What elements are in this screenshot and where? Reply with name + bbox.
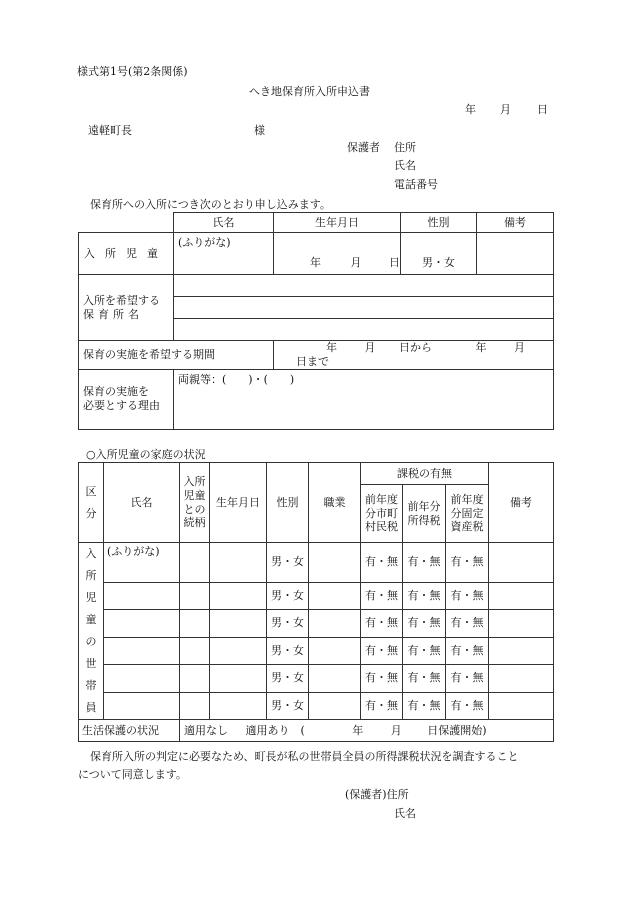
member-relation-field[interactable] xyxy=(180,582,210,609)
welfare-applied[interactable]: 適用あり ( xyxy=(245,723,305,737)
tax-income-line2: 所得税 xyxy=(407,513,441,527)
date-month: 月 xyxy=(500,103,511,116)
member-tax-income[interactable]: 有・無 xyxy=(403,692,446,720)
col-header-sex: 性別 xyxy=(267,463,309,543)
consent-name-label: 氏名 xyxy=(394,807,416,820)
furigana-label: (ふりがな) xyxy=(178,236,231,249)
household-member-row xyxy=(79,543,554,583)
member-remarks-field[interactable] xyxy=(489,665,554,692)
member-sex-field[interactable]: 男・女 xyxy=(267,543,309,583)
member-label-char: 入 xyxy=(85,547,97,560)
tax-municipal-line2: 分市町 xyxy=(365,506,398,520)
guardian-label: 保護者 xyxy=(347,141,380,154)
member-tax-income[interactable]: 有・無 xyxy=(403,637,446,664)
consent-line1: 保育所入所の判定に必要なため、町長が私の世帯員全員の所得課税状況を調査すること xyxy=(90,750,519,763)
child-name-field[interactable] xyxy=(174,233,274,275)
addressee: 遠軽町長 xyxy=(88,124,132,137)
welfare-none[interactable]: 適用なし xyxy=(184,723,228,737)
birth-day: 日 xyxy=(389,256,400,270)
member-label-char: の xyxy=(85,635,97,648)
household-table xyxy=(78,462,554,742)
form-number: 様式第1号(第2条関係) xyxy=(77,65,188,78)
member-job-field[interactable] xyxy=(309,637,361,664)
member-remarks-field[interactable] xyxy=(489,610,554,637)
reason-parents: 両親等：( )・( ) xyxy=(178,372,295,386)
child-sex-field[interactable]: 男・女 xyxy=(401,233,477,275)
consent-line2: について同意します。 xyxy=(78,768,187,781)
nursery-choice-1[interactable] xyxy=(174,275,554,297)
col-header-name: 氏名 xyxy=(104,463,180,543)
member-tax-income[interactable]: 有・無 xyxy=(403,610,446,637)
date-day: 日 xyxy=(537,103,548,116)
tax-property-line3: 資産税 xyxy=(450,520,484,534)
household-member-row xyxy=(79,692,554,720)
welfare-year: 年 xyxy=(352,723,364,737)
row-label-members xyxy=(79,543,104,720)
member-tax-property[interactable]: 有・無 xyxy=(446,692,489,720)
member-birth-field[interactable] xyxy=(210,543,267,583)
col-header-name: 氏名 xyxy=(174,213,274,233)
member-label-char: 児 xyxy=(85,591,97,604)
member-label-char: 童 xyxy=(85,613,97,626)
col-header-tax: 課税の有無 xyxy=(361,463,489,485)
relation-line-1: 入所 xyxy=(183,475,206,488)
application-table xyxy=(78,212,554,430)
col-header-tax-income xyxy=(403,485,446,543)
birth-month: 月 xyxy=(350,256,362,270)
col-header-birth: 生年月日 xyxy=(274,213,401,233)
nursery-choice-2[interactable] xyxy=(174,297,554,319)
welfare-month: 月 xyxy=(390,723,402,737)
member-relation-field[interactable] xyxy=(180,665,210,692)
member-name-field[interactable] xyxy=(104,692,180,720)
member-relation-field[interactable] xyxy=(180,610,210,637)
child-birth-field[interactable] xyxy=(274,233,401,275)
child-remarks-field[interactable] xyxy=(477,233,554,275)
household-member-row xyxy=(79,582,554,609)
member-name-field[interactable] xyxy=(104,665,180,692)
member-tax-municipal[interactable]: 有・無 xyxy=(361,543,403,583)
welfare-label: 生活保護の状況 xyxy=(79,720,180,742)
member-sex-field[interactable]: 男・女 xyxy=(267,610,309,637)
member-tax-property[interactable]: 有・無 xyxy=(446,610,489,637)
row-label-child: 入所児童 xyxy=(79,233,174,275)
col-header-sex: 性別 xyxy=(401,213,477,233)
col-header-remarks: 備考 xyxy=(477,213,554,233)
honorific: 様 xyxy=(254,124,265,137)
member-tax-income[interactable]: 有・無 xyxy=(403,543,446,583)
relation-line-3: との xyxy=(183,502,206,516)
period-field[interactable] xyxy=(274,341,554,370)
col-header-division xyxy=(79,463,104,543)
member-sex-field[interactable]: 男・女 xyxy=(267,692,309,720)
division-char-2: 分 xyxy=(85,506,97,520)
member-tax-municipal[interactable]: 有・無 xyxy=(361,582,403,609)
member-relation-field[interactable] xyxy=(180,543,210,583)
division-char-1: 区 xyxy=(85,484,97,498)
member-birth-field[interactable] xyxy=(210,692,267,720)
member-name-field[interactable] xyxy=(104,637,180,664)
reason-label-line2: 必要とする理由 xyxy=(83,399,160,412)
member-label-char: 帯 xyxy=(85,679,97,692)
member-label-char: 世 xyxy=(85,657,97,670)
member-tax-municipal[interactable]: 有・無 xyxy=(361,665,403,692)
col-header-relation xyxy=(180,463,210,543)
member-birth-field[interactable] xyxy=(210,665,267,692)
member-label-char: 員 xyxy=(85,701,97,714)
member-name-field[interactable] xyxy=(104,610,180,637)
member-relation-field[interactable] xyxy=(180,692,210,720)
member-tax-municipal[interactable]: 有・無 xyxy=(361,637,403,664)
household-section-title: ○入所児童の家庭の状況 xyxy=(86,448,206,461)
member-tax-property[interactable]: 有・無 xyxy=(446,582,489,609)
row-label-nursery xyxy=(79,275,174,341)
tax-property-line2: 分固定 xyxy=(450,506,484,520)
member-birth-field[interactable] xyxy=(210,637,267,664)
reason-label-line1: 保育の実施を xyxy=(83,385,149,399)
row-label-reason xyxy=(79,369,174,429)
member-name-field[interactable] xyxy=(104,582,180,609)
member-tax-income[interactable]: 有・無 xyxy=(403,665,446,692)
col-header-tax-property xyxy=(446,485,489,543)
period-from: 日から xyxy=(399,341,432,354)
period-until: 日まで xyxy=(296,354,329,368)
tax-income-line1: 前年分 xyxy=(407,499,441,513)
relation-line-4: 続柄 xyxy=(183,516,206,530)
household-member-row xyxy=(79,610,554,637)
member-tax-property[interactable]: 有・無 xyxy=(446,637,489,664)
blank-cell xyxy=(79,213,174,233)
member-tax-municipal[interactable]: 有・無 xyxy=(361,692,403,720)
period-year: 年 xyxy=(326,341,337,354)
member-furigana: (ふりがな) xyxy=(107,545,160,558)
member-job-field[interactable] xyxy=(309,665,361,692)
period-month2: 月 xyxy=(514,341,525,354)
member-job-field[interactable] xyxy=(309,610,361,637)
member-job-field[interactable] xyxy=(309,582,361,609)
welfare-field[interactable] xyxy=(180,720,554,742)
col-header-remarks: 備考 xyxy=(489,463,554,543)
member-relation-field[interactable] xyxy=(180,637,210,664)
member-birth-field[interactable] xyxy=(210,582,267,609)
member-remarks-field[interactable] xyxy=(489,692,554,720)
tax-municipal-line1: 前年度 xyxy=(365,492,398,506)
member-sex-field[interactable]: 男・女 xyxy=(267,582,309,609)
consent-guardian-address: (保護者)住所 xyxy=(345,788,409,801)
member-remarks-field[interactable] xyxy=(489,582,554,609)
period-year2: 年 xyxy=(475,341,487,354)
member-sex-field[interactable]: 男・女 xyxy=(267,637,309,664)
member-label-char: 所 xyxy=(85,569,97,582)
household-member-row xyxy=(79,637,554,664)
page-title: へき地保育所入所申込書 xyxy=(249,85,370,98)
member-job-field[interactable] xyxy=(309,543,361,583)
member-name-field[interactable] xyxy=(104,543,180,583)
guardian-phone-label: 電話番号 xyxy=(394,178,438,191)
nursery-label-line1: 入所を希望する xyxy=(83,293,160,307)
guardian-address-label: 住所 xyxy=(394,141,416,154)
member-remarks-field[interactable] xyxy=(489,637,554,664)
reason-field[interactable] xyxy=(174,369,554,429)
relation-line-2: 児童 xyxy=(183,488,206,502)
period-month: 月 xyxy=(364,341,376,354)
nursery-choice-3[interactable] xyxy=(174,319,554,341)
member-birth-field[interactable] xyxy=(210,610,267,637)
member-job-field[interactable] xyxy=(309,692,361,720)
member-tax-municipal[interactable]: 有・無 xyxy=(361,610,403,637)
tax-property-line1: 前年度 xyxy=(450,492,484,506)
date-year: 年 xyxy=(465,103,476,116)
member-sex-field[interactable]: 男・女 xyxy=(267,665,309,692)
col-header-birth: 生年月日 xyxy=(210,463,267,543)
col-header-job: 職業 xyxy=(309,463,361,543)
row-label-period: 保育の実施を希望する期間 xyxy=(79,341,274,370)
col-header-tax-municipal xyxy=(361,485,403,543)
member-remarks-field[interactable] xyxy=(489,543,554,583)
welfare-start: 日保護開始) xyxy=(427,723,487,737)
birth-year: 年 xyxy=(310,256,321,270)
member-tax-income[interactable]: 有・無 xyxy=(403,582,446,609)
member-tax-property[interactable]: 有・無 xyxy=(446,665,489,692)
member-tax-property[interactable]: 有・無 xyxy=(446,543,489,583)
guardian-name-label: 氏名 xyxy=(394,159,416,172)
household-member-row xyxy=(79,665,554,692)
intro-text: 保育所への入所につき次のとおり申し込みます。 xyxy=(90,198,331,211)
tax-municipal-line3: 村民税 xyxy=(365,520,398,534)
nursery-label-line2: 保育所名 xyxy=(83,307,143,321)
